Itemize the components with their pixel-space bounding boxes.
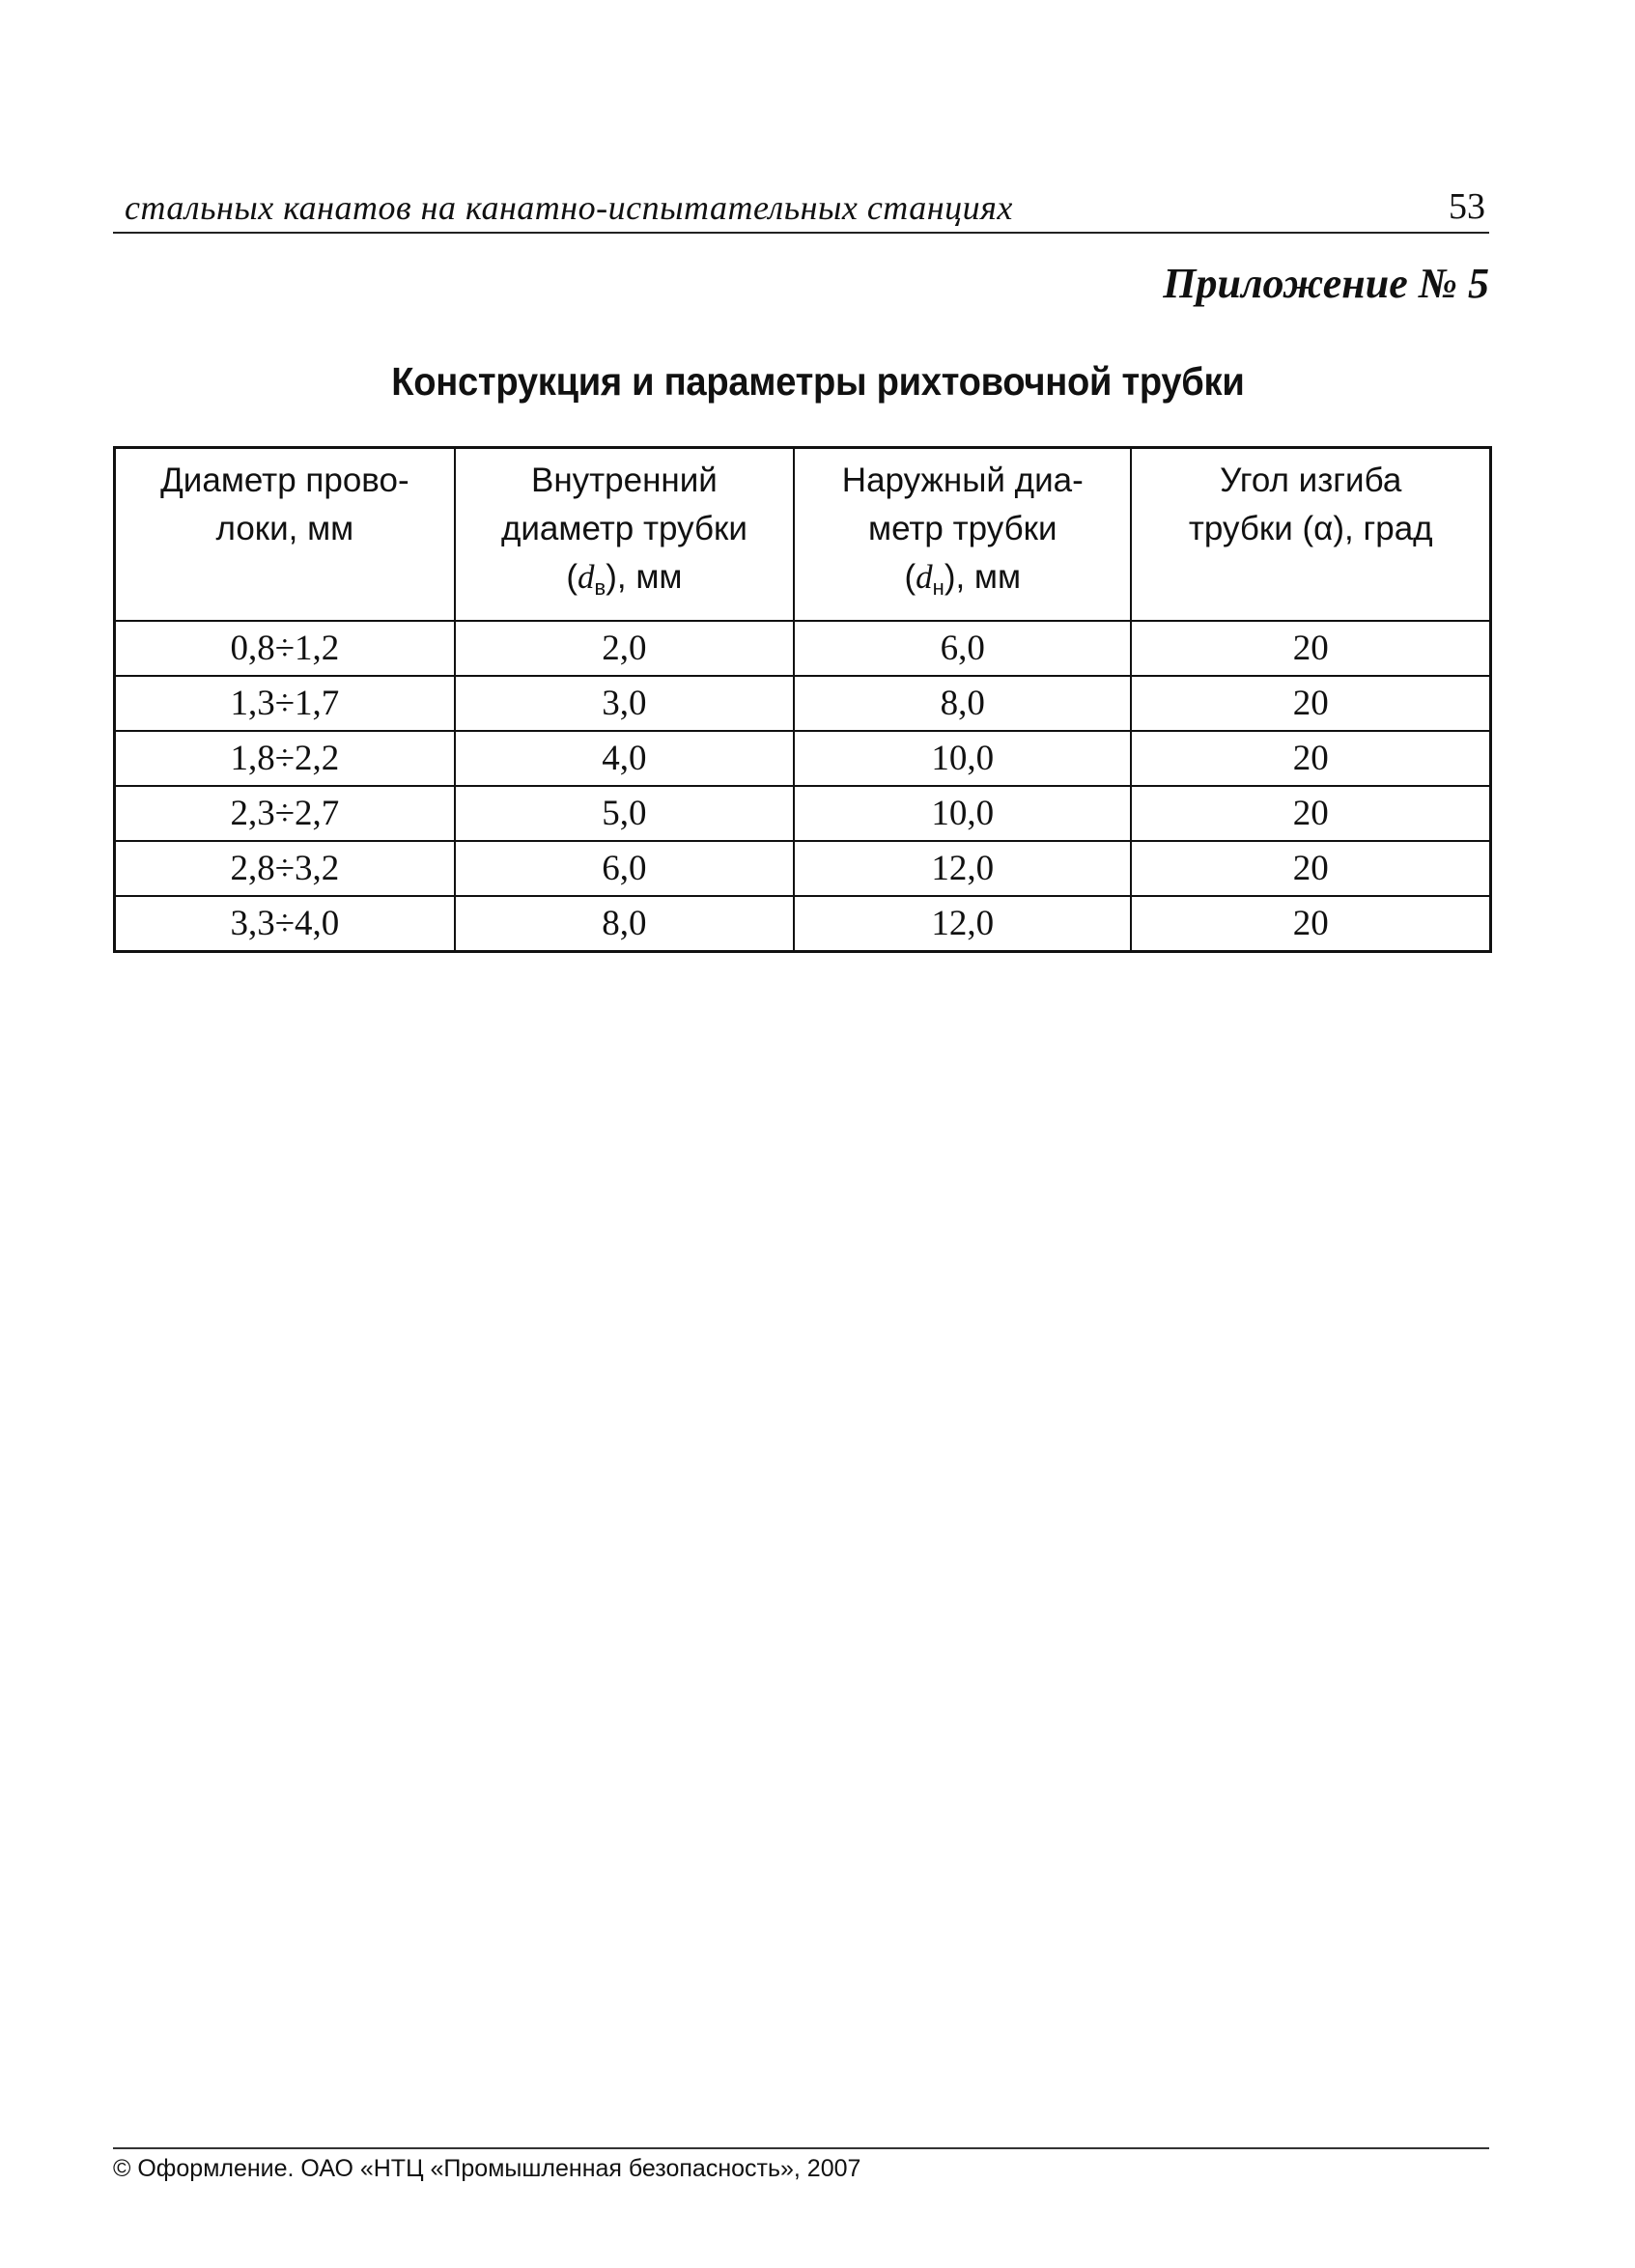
header-line — [457, 553, 792, 612]
table-cell: 8,0 — [455, 896, 794, 952]
page-title: Конструкция и параметры рихтовочной трубки — [390, 359, 1245, 404]
table-cell: 2,3÷2,7 — [115, 786, 455, 841]
running-head-title: стальных канатов на канатно-испытательных станциях — [125, 188, 1013, 227]
table-row — [115, 676, 1491, 731]
header-line: локи, мм — [215, 510, 354, 547]
table-cell: 12,0 — [794, 896, 1131, 952]
variable-subscript: н — [932, 575, 944, 600]
table-cell: 20 — [1131, 676, 1490, 731]
page-title-wrapper — [0, 359, 1635, 405]
footer-copyright: © Оформление. ОАО «НТЦ «Промышленная безопасность», 2007 — [113, 2155, 861, 2182]
header-line: Внутренний — [530, 462, 718, 499]
table-cell: 20 — [1131, 731, 1490, 786]
header-wire-diameter — [115, 448, 455, 622]
variable-subscript: в — [594, 575, 606, 600]
table-cell: 6,0 — [455, 841, 794, 896]
header-line: Наружный диа- — [841, 462, 1084, 499]
footer-divider — [113, 2147, 1489, 2149]
parameters-table — [113, 446, 1492, 953]
table-cell: 3,3÷4,0 — [115, 896, 455, 952]
variable-d: d — [916, 558, 933, 596]
header-line — [796, 553, 1129, 612]
table-cell: 20 — [1131, 896, 1490, 952]
table-cell: 20 — [1131, 621, 1490, 676]
table-cell: 1,8÷2,2 — [115, 731, 455, 786]
table-header-row — [115, 448, 1491, 622]
table-cell: 20 — [1131, 786, 1490, 841]
table-cell: 6,0 — [794, 621, 1131, 676]
header-line: Диаметр прово- — [160, 462, 409, 499]
paren-open: ( — [566, 558, 578, 596]
header-line: трубки (α), град — [1188, 510, 1433, 547]
unit-suffix: ), мм — [606, 558, 683, 596]
table-row — [115, 896, 1491, 952]
table-cell: 10,0 — [794, 731, 1131, 786]
table-cell: 8,0 — [794, 676, 1131, 731]
table-cell: 20 — [1131, 841, 1490, 896]
table-cell: 10,0 — [794, 786, 1131, 841]
table-row — [115, 841, 1491, 896]
header-bend-angle — [1131, 448, 1490, 622]
unit-suffix: ), мм — [944, 558, 1022, 596]
table-cell: 12,0 — [794, 841, 1131, 896]
table-row — [115, 786, 1491, 841]
page-number: 53 — [1449, 186, 1485, 227]
header-line: метр трубки — [868, 510, 1057, 547]
running-head — [113, 183, 1489, 234]
appendix-label: Приложение № 5 — [1163, 260, 1489, 307]
header-outer-diameter — [794, 448, 1131, 622]
table-cell: 4,0 — [455, 731, 794, 786]
variable-d: d — [578, 558, 595, 596]
header-line: Угол изгиба — [1220, 462, 1402, 499]
table-row — [115, 621, 1491, 676]
table-cell: 5,0 — [455, 786, 794, 841]
table-cell: 2,8÷3,2 — [115, 841, 455, 896]
table-row — [115, 731, 1491, 786]
paren-open: ( — [904, 558, 916, 596]
table-cell: 1,3÷1,7 — [115, 676, 455, 731]
table-cell: 0,8÷1,2 — [115, 621, 455, 676]
table-cell: 2,0 — [455, 621, 794, 676]
header-inner-diameter — [455, 448, 794, 622]
table-cell: 3,0 — [455, 676, 794, 731]
header-line: диаметр трубки — [500, 510, 747, 547]
